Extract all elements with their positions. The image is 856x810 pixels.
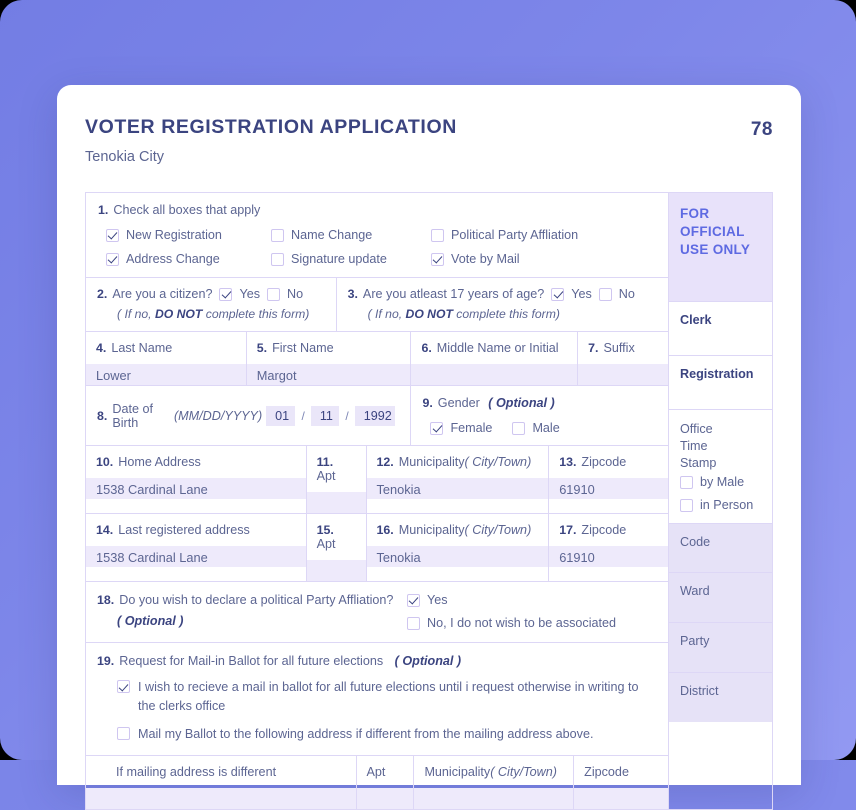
last-zipcode-input[interactable]: 61910	[549, 546, 668, 567]
section-8-number: 8.	[97, 408, 108, 423]
section-2-note-post: complete this form)	[202, 307, 310, 322]
checkbox-icon[interactable]	[267, 288, 280, 301]
checkbox-icon[interactable]	[431, 253, 444, 266]
checkbox-label: Yes	[427, 593, 448, 608]
section-12-cell	[366, 446, 549, 513]
section-2-note-bold: DO NOT	[154, 307, 203, 322]
official-registration-cell: Registration	[669, 355, 772, 409]
section-5-label: First Name	[272, 341, 334, 356]
official-heading-line-2: OFFICIAL	[680, 224, 745, 240]
section-8-format: (MM/DD/YYYY)	[173, 408, 263, 423]
mailing-municipality-input[interactable]	[414, 788, 573, 809]
section-18-number: 18.	[97, 593, 115, 608]
section-18-question-line	[97, 593, 397, 607]
section-19-number: 19.	[97, 654, 115, 669]
row-dob-gender	[86, 386, 668, 446]
checkbox-label: in Person	[700, 498, 754, 513]
checkbox-new-registration[interactable]	[106, 228, 271, 242]
section-3-question-row	[348, 287, 659, 301]
registration-form-table	[85, 192, 773, 810]
checkbox-label: Yes	[571, 287, 592, 302]
row-section-18	[86, 582, 668, 643]
dob-separator-1: /	[301, 408, 305, 423]
section-2-question: Are you a citizen?	[112, 287, 213, 302]
checkbox-label: by Male	[700, 475, 745, 490]
section-19-title-line	[97, 654, 657, 668]
last-municipality-input[interactable]: Tenokia	[367, 546, 549, 567]
section-9-label-row	[422, 396, 657, 410]
page-title: VOTER REGISTRATION APPLICATION	[85, 116, 457, 138]
mailing-municipality-cell	[413, 756, 573, 809]
section-10-number: 10.	[96, 455, 114, 470]
section-17-number: 17.	[559, 523, 577, 538]
section-18-question: Do you wish to declare a political Party Affliation?	[119, 593, 394, 608]
official-heading-line-1: FOR	[680, 206, 710, 222]
mailing-municipality-label-italic: ( City/Town)	[490, 765, 557, 780]
row-section-1	[86, 193, 668, 278]
section-2-cell	[86, 278, 336, 331]
row-mailing-address	[86, 756, 668, 809]
section-15-cell	[306, 514, 366, 581]
section-10-cell	[86, 446, 306, 513]
checkbox-label: Name Change	[291, 228, 373, 243]
official-use-column	[669, 193, 772, 809]
title-group	[85, 117, 457, 165]
checkbox-label: I wish to recieve a mail in ballot for all future elections until i request otherwise in writing to the clerks office	[138, 680, 639, 714]
checkbox-icon[interactable]	[512, 422, 525, 435]
section-3-note-pre: ( If no,	[367, 307, 406, 322]
row-home-address	[86, 446, 668, 514]
mailing-apt-input[interactable]	[357, 788, 414, 809]
section-4-label: Last Name	[111, 341, 173, 356]
middle-name-input[interactable]	[411, 364, 577, 385]
dob-day-input[interactable]: 11	[311, 406, 340, 426]
official-in-person-option[interactable]	[680, 498, 753, 512]
mailing-zipcode-input[interactable]	[574, 788, 668, 809]
section-12-label-italic: ( City/Town)	[464, 455, 532, 470]
section-12-number: 12.	[376, 455, 394, 470]
section-19-optional: ( Optional )	[394, 654, 462, 669]
official-delivery-cell	[669, 469, 772, 523]
official-time-stamp-cell	[669, 409, 772, 469]
checkbox-vote-by-mail[interactable]	[431, 252, 656, 266]
section-2-yes[interactable]	[219, 287, 260, 301]
section-18-cell	[86, 582, 668, 642]
gender-female[interactable]	[430, 421, 492, 435]
section-19-title: Request for Mail-in Ballot for all future elections	[119, 654, 384, 669]
mailing-zipcode-cell	[573, 756, 668, 809]
section-18-optional: ( Optional )	[117, 614, 184, 629]
section-12-label: Municipality	[398, 455, 465, 470]
section-3-no[interactable]	[599, 287, 635, 301]
row-sections-2-3	[86, 278, 668, 332]
section-11-cell	[306, 446, 366, 513]
section-7-number: 7.	[588, 341, 599, 356]
section-1-prompt-text: Check all boxes that apply	[113, 203, 261, 218]
official-use-heading	[669, 193, 772, 301]
section-3-note	[348, 307, 659, 321]
section-7-cell	[577, 332, 668, 385]
gender-options	[422, 421, 657, 435]
section-16-label: Municipality	[398, 523, 465, 538]
mailing-apt-cell	[356, 756, 414, 809]
row-section-19	[86, 643, 668, 756]
official-heading-line-3: USE ONLY	[680, 242, 751, 258]
section-3-yes[interactable]	[551, 287, 592, 301]
row-last-registered-address	[86, 514, 668, 582]
checkbox-icon[interactable]	[551, 288, 564, 301]
checkbox-label: No	[618, 287, 635, 302]
mailing-municipality-label	[424, 765, 563, 779]
section-3-note-bold: DO NOT	[405, 307, 453, 322]
suffix-input[interactable]	[578, 364, 668, 385]
official-ward-cell: Ward	[669, 572, 772, 622]
section-2-question-row	[97, 287, 327, 301]
section-19-cell	[86, 643, 668, 755]
checkbox-icon[interactable]	[407, 594, 420, 607]
section-1-number: 1.	[98, 203, 109, 218]
checkbox-icon[interactable]	[271, 253, 284, 266]
section-3-note-post: complete this form)	[452, 307, 560, 322]
section-17-cell	[548, 514, 668, 581]
checkbox-icon[interactable]	[680, 476, 693, 489]
checkbox-icon[interactable]	[680, 499, 693, 512]
official-by-male-option[interactable]	[680, 475, 744, 489]
checkbox-label: Male	[532, 421, 560, 436]
official-party-cell: Party	[669, 622, 772, 672]
section-3-number: 3.	[347, 287, 358, 302]
section-3-cell	[336, 278, 668, 331]
section-10-label: Home Address	[118, 455, 201, 470]
section-11-number: 11.	[316, 455, 334, 470]
mailing-address-input[interactable]	[86, 788, 356, 809]
mailing-municipality-label-text: Municipality	[424, 765, 491, 780]
section-19-option-alternate-address[interactable]	[97, 725, 657, 744]
section-16-cell	[366, 514, 549, 581]
official-code-cell: Code	[669, 523, 772, 572]
section-11-label: Apt	[316, 469, 336, 484]
section-9-optional: ( Optional )	[488, 396, 555, 411]
home-apt-input[interactable]	[307, 492, 366, 513]
stamp-line-2: Time	[680, 439, 708, 454]
home-address-input[interactable]: 1538 Cardinal Lane	[86, 478, 306, 499]
checkbox-icon[interactable]	[106, 229, 119, 242]
section-9-cell	[410, 386, 668, 445]
section-6-cell	[410, 332, 577, 385]
section-8-cell	[86, 386, 410, 445]
checkbox-icon[interactable]	[106, 253, 119, 266]
section-4-number: 4.	[96, 341, 107, 356]
section-6-label: Middle Name or Initial	[436, 341, 559, 356]
section-13-number: 13.	[559, 455, 577, 470]
stamp-line-1: Office	[680, 422, 713, 437]
section-1-checkbox-grid	[98, 228, 656, 266]
mailing-address-cell	[86, 756, 356, 809]
dob-separator-2: /	[345, 408, 349, 423]
row-name-fields	[86, 332, 668, 386]
page-number: 78	[750, 119, 773, 140]
checkbox-icon[interactable]	[117, 727, 130, 740]
home-municipality-input[interactable]: Tenokia	[367, 478, 549, 499]
checkbox-icon[interactable]	[271, 229, 284, 242]
last-apt-input[interactable]	[307, 560, 366, 581]
section-6-number: 6.	[421, 341, 432, 356]
section-17-label: Zipcode	[581, 523, 627, 538]
section-3-question: Are you atleast 17 years of age?	[362, 287, 545, 302]
section-4-cell	[86, 332, 246, 385]
section-18-no[interactable]	[407, 616, 657, 630]
section-13-label: Zipcode	[581, 455, 627, 470]
dob-month-input[interactable]: 01	[266, 406, 295, 426]
section-16-label-italic: ( City/Town)	[464, 523, 532, 538]
section-14-number: 14.	[96, 523, 114, 538]
checkbox-label: New Registration	[126, 228, 222, 243]
section-14-label: Last registered address	[118, 523, 250, 538]
stamp-line-3: Stamp	[680, 455, 717, 470]
section-1-prompt	[98, 203, 656, 217]
checkbox-address-change[interactable]	[106, 252, 271, 266]
section-2-no[interactable]	[267, 287, 303, 301]
dob-year-input[interactable]: 1992	[355, 406, 396, 426]
checkbox-icon[interactable]	[219, 288, 232, 301]
section-5-number: 5.	[256, 341, 268, 356]
checkbox-icon[interactable]	[407, 617, 420, 630]
mailing-address-label: If mailing address is different	[116, 765, 277, 780]
section-9-number: 9.	[422, 396, 433, 411]
gender-male[interactable]	[512, 421, 559, 435]
official-district-cell: District	[669, 672, 772, 722]
mailing-zipcode-label: Zipcode	[584, 765, 629, 780]
checkbox-label: Signature update	[291, 252, 387, 267]
section-19-option-mail-ballot[interactable]	[97, 678, 657, 715]
section-18-yes[interactable]	[407, 593, 657, 607]
checkbox-signature-update[interactable]	[271, 252, 431, 266]
section-15-label: Apt	[316, 537, 336, 552]
card-header	[57, 85, 801, 165]
checkbox-label: No	[287, 287, 304, 302]
checkbox-label: Political Party Affliation	[451, 228, 579, 243]
last-name-input[interactable]: Lower	[86, 364, 246, 385]
last-address-input[interactable]: 1538 Cardinal Lane	[86, 546, 306, 567]
first-name-input[interactable]: Margot	[247, 364, 411, 385]
form-left-column	[86, 193, 669, 809]
checkbox-label: Mail my Ballot to the following address if different from the mailing address above.	[138, 726, 594, 741]
section-15-number: 15.	[316, 523, 334, 538]
mailing-apt-label: Apt	[366, 765, 386, 780]
section-1-cell	[86, 193, 668, 277]
checkbox-label: Yes	[239, 287, 260, 302]
home-zipcode-input[interactable]: 61910	[549, 478, 668, 499]
section-14-cell	[86, 514, 306, 581]
section-2-number: 2.	[97, 287, 108, 302]
section-13-cell	[548, 446, 668, 513]
section-7-label: Suffix	[603, 341, 635, 356]
section-9-label: Gender	[437, 396, 480, 411]
section-2-note	[97, 307, 327, 321]
checkbox-name-change[interactable]	[271, 228, 431, 242]
page-subtitle: Tenokia City	[85, 149, 164, 166]
checkbox-icon[interactable]	[431, 229, 444, 242]
checkbox-label: Address Change	[126, 252, 220, 267]
section-16-number: 16.	[376, 523, 394, 538]
checkbox-icon[interactable]	[430, 422, 443, 435]
checkbox-label: Female	[450, 421, 493, 436]
section-5-cell	[246, 332, 411, 385]
checkbox-icon[interactable]	[599, 288, 612, 301]
section-18-question-block	[97, 593, 397, 630]
section-8-label: Date of Birth	[112, 401, 153, 430]
section-2-note-pre: ( If no,	[117, 307, 155, 322]
official-clerk-cell: Clerk	[669, 301, 772, 355]
checkbox-icon[interactable]	[117, 680, 130, 693]
checkbox-political-party-affliation[interactable]	[431, 228, 656, 242]
checkbox-label: Vote by Mail	[451, 252, 520, 267]
section-18-options	[407, 593, 657, 630]
checkbox-label: No, I do not wish to be associated	[427, 616, 617, 631]
form-card	[57, 85, 801, 785]
